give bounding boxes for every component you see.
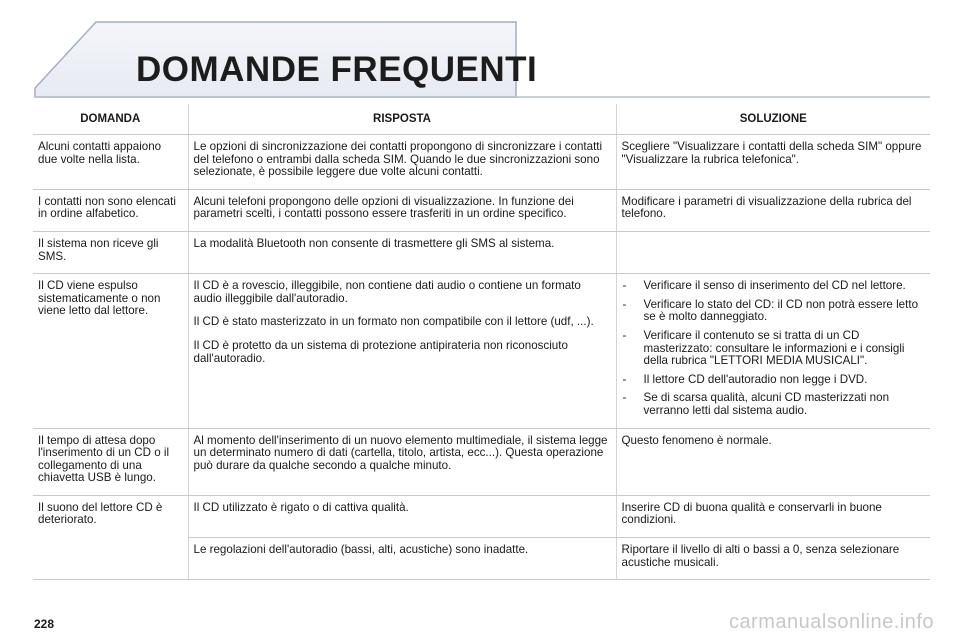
table-row (33, 189, 930, 231)
table-row (33, 135, 930, 190)
answer-cell (188, 231, 616, 273)
question-cell: Il CD viene espulso sistematicamente o non viene letto dal lettore. (33, 274, 188, 428)
answer-paragraph: Il CD utilizzato è rigato o di cattiva qualità. (193, 500, 409, 514)
bullet-dash: - (622, 328, 627, 342)
column-header-solution: SOLUZIONE (616, 104, 930, 135)
table-row (33, 428, 930, 495)
answer-paragraph: Al momento dell'inserimento di un nuovo elemento multimediale, il sistema legge un determinato numero di dati (cartella, titolo, artista, ecc...). Questa operazione può durare da qualche secondo a qualche minuto. (193, 433, 608, 472)
question-cell: Il tempo di attesa dopo l'inserimento di un CD o il collegamento di una chiavetta USB è lungo. (33, 428, 188, 495)
solution-item-text: Verificare lo stato del CD: il CD non potrà essere letto se è molto danneggiato. (643, 297, 919, 324)
solution-cell: Scegliere "Visualizzare i contatti della scheda SIM" oppure "Visualizzare la rubrica telefonica". (616, 135, 930, 190)
solution-list-item (622, 299, 925, 324)
question-cell: I contatti non sono elencati in ordine alfabetico. (33, 189, 188, 231)
solution-item-text: Verificare il senso di inserimento del CD nel lettore. (643, 279, 906, 293)
bullet-dash: - (622, 391, 627, 405)
page-number: 228 (34, 617, 55, 631)
table-row (33, 495, 930, 537)
solution-cell: Questo fenomeno è normale. (616, 428, 930, 495)
answer-paragraph: La modalità Bluetooth non consente di trasmettere gli SMS al sistema. (193, 236, 555, 250)
solution-cell (616, 231, 930, 273)
solution-list-item (622, 330, 925, 368)
answer-paragraph: Il CD è a rovescio, illeggibile, non contiene dati audio o contiene un formato audio illeggibile dall'autoradio. (193, 279, 581, 305)
table-row (33, 538, 930, 580)
watermark: carmanualsonline.info (728, 611, 934, 633)
page-title: DOMANDE FREQUENTI (136, 50, 538, 89)
answer-cell (188, 428, 616, 495)
solution-list-item (622, 374, 925, 387)
answer-paragraph: Alcuni telefoni propongono delle opzioni di visualizzazione. In funzione dei parametri scelti, i contatti possono essere trasferiti in un ordine specifico. (193, 194, 574, 221)
question-cell: Alcuni contatti appaiono due volte nella lista. (33, 135, 188, 190)
question-cell: Il sistema non riceve gli SMS. (33, 231, 188, 273)
answer-cell (188, 495, 616, 537)
bullet-dash: - (622, 372, 627, 386)
solution-list (622, 280, 925, 417)
question-cell (33, 538, 188, 580)
table-header-row (33, 104, 930, 135)
answer-cell (188, 189, 616, 231)
answer-cell (188, 135, 616, 190)
solution-item-text: Il lettore CD dell'autoradio non legge i DVD. (643, 372, 868, 386)
bullet-dash: - (622, 279, 627, 293)
solution-item-text: Verificare il contenuto se si tratta di un CD masterizzato: consultare le informazioni e i consigli della rubrica "LETTORI MEDIA MUSICALI". (643, 328, 905, 368)
column-header-answer: RISPOSTA (188, 104, 616, 135)
answer-paragraph: Il CD è stato masterizzato in un formato non compatibile con il lettore (udf, ...). (193, 315, 594, 329)
solution-cell: Modificare i parametri di visualizzazione della rubrica del telefono. (616, 189, 930, 231)
answer-cell (188, 274, 616, 428)
answer-paragraph: Il CD è protetto da un sistema di protezione antipirateria non riconosciuto dall'autoradio. (193, 338, 568, 365)
answer-cell (188, 538, 616, 580)
question-cell: Il suono del lettore CD è deteriorato. (38, 500, 163, 527)
table-row (33, 274, 930, 428)
bullet-dash: - (622, 297, 627, 311)
solution-cell (616, 274, 930, 428)
answer-paragraph: Le opzioni di sincronizzazione dei contatti propongono di sincronizzare i contatti del telefono o entrambi dalla scheda SIM. Quando le due sincronizzazioni sono selezionate, è possibile leggere due volte alcuni contatti. (193, 140, 603, 179)
faq-table (33, 104, 930, 580)
solution-cell: Inserire CD di buona qualità e conservarli in buone condizioni. (616, 495, 930, 537)
answer-paragraph: Le regolazioni dell'autoradio (bassi, alti, acustiche) sono inadatte. (193, 543, 529, 557)
solution-list-item (622, 280, 925, 293)
solution-item-text: Se di scarsa qualità, alcuni CD masterizzati non verranno letti dal sistema audio. (643, 391, 890, 417)
column-header-question: DOMANDA (33, 104, 188, 135)
table-row (33, 231, 930, 273)
solution-cell: Riportare il livello di alti o bassi a 0, senza selezionare acustiche musicali. (616, 538, 930, 580)
solution-list-item (622, 392, 925, 417)
